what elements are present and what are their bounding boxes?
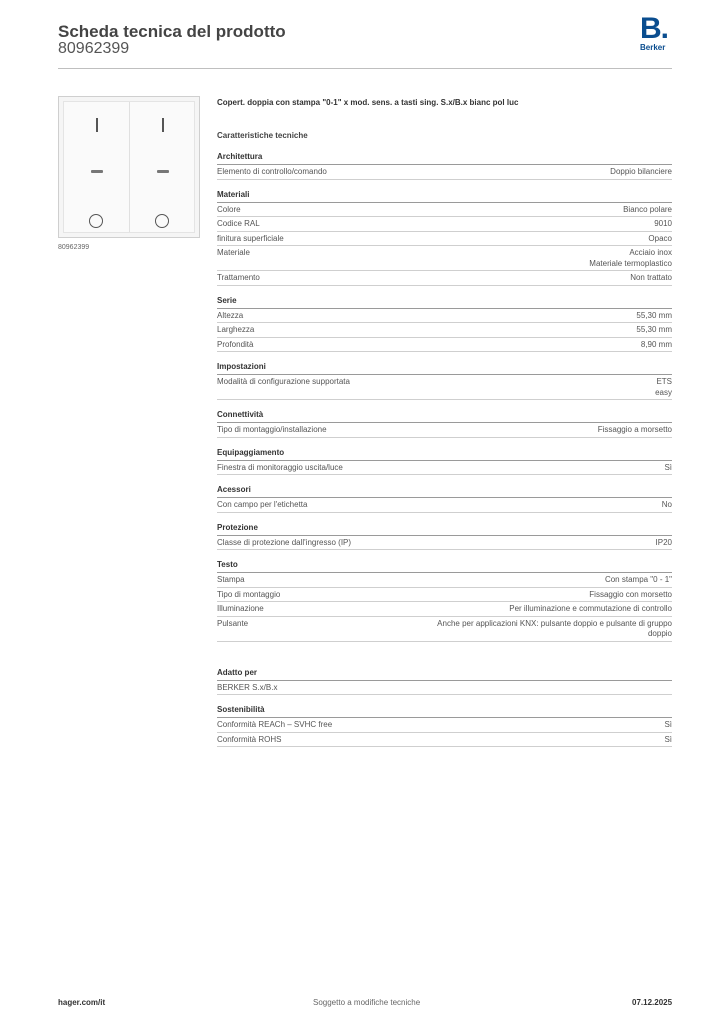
spec-row xyxy=(217,718,672,733)
zero-symbol-icon xyxy=(155,214,169,228)
spec-value: Non trattato xyxy=(630,273,672,282)
spec-label: Finestra di monitoraggio uscita/luce xyxy=(217,462,343,472)
spec-value: Sì xyxy=(664,734,672,744)
spec-label: Materiale xyxy=(217,248,250,257)
product-number: 80962399 xyxy=(58,40,130,57)
spec-label: Classe di protezione dall'ingresso (IP) xyxy=(217,537,352,547)
footer-note: Soggetto a modifiche tecniche xyxy=(313,998,421,1007)
spec-row xyxy=(217,375,672,400)
page-title: Scheda tecnica del prodotto xyxy=(58,22,286,41)
spec-row xyxy=(217,338,672,353)
section-title: Sostenibilità xyxy=(217,705,672,718)
section-materiali xyxy=(217,190,672,286)
specs-heading: Caratteristiche tecniche xyxy=(217,131,308,140)
section-title: Testo xyxy=(217,560,672,573)
spec-label: Elemento di controllo/comando xyxy=(217,167,327,176)
section-acessori xyxy=(217,485,672,513)
section-impostazioni xyxy=(217,362,672,400)
section-title: Acessori xyxy=(217,485,672,498)
logo-mark: B. xyxy=(640,12,668,45)
product-image xyxy=(58,96,200,238)
spec-label: Codice RAL xyxy=(217,219,260,228)
logo-text: Berker xyxy=(640,43,666,52)
spec-label: finitura superficiale xyxy=(217,233,284,243)
section-title: Equipaggiamento xyxy=(217,448,672,461)
section-equipaggiamento xyxy=(217,448,672,476)
spec-value xyxy=(655,377,672,398)
section-architettura xyxy=(217,152,672,180)
product-description: Copert. doppia con stampa "0-1" x mod. sens. a tasti sing. S.x/B.x bianc pol luc xyxy=(217,98,519,107)
section-adatto-per xyxy=(217,668,672,696)
spec-row xyxy=(217,733,672,748)
spec-value: 8,90 mm xyxy=(640,339,672,349)
spec-label: Colore xyxy=(217,204,241,214)
section-title: Connettività xyxy=(217,410,672,423)
spec-row xyxy=(217,309,672,324)
spec-value: Sì xyxy=(664,462,672,472)
spec-label: BERKER S.x/B.x xyxy=(217,682,278,692)
spec-row xyxy=(217,588,672,603)
spec-label: Tipo di montaggio/installazione xyxy=(217,425,327,434)
spec-row xyxy=(217,271,672,286)
section-title: Protezione xyxy=(217,523,672,536)
spec-row xyxy=(217,617,672,642)
section-testo xyxy=(217,560,672,642)
spec-value: Per illuminazione e commutazione di controllo xyxy=(509,604,672,613)
spec-value: Fissaggio a morsetto xyxy=(597,425,672,434)
spec-row xyxy=(217,498,672,513)
spec-row xyxy=(217,461,672,476)
section-title: Serie xyxy=(217,296,672,309)
spec-value: 9010 xyxy=(654,219,672,228)
spec-value: 55,30 mm xyxy=(636,325,672,334)
section-protezione xyxy=(217,523,672,551)
spec-label: Con campo per l'etichetta xyxy=(217,500,308,509)
spec-label: Profondità xyxy=(217,339,254,349)
spec-row xyxy=(217,323,672,338)
led-window-icon xyxy=(91,170,103,173)
section-title: Architettura xyxy=(217,152,672,165)
footer-date: 07.12.2025 xyxy=(632,998,673,1007)
spec-row xyxy=(217,602,672,617)
spec-value-line: easy xyxy=(655,387,672,397)
spec-row xyxy=(217,232,672,247)
section-sostenibilita xyxy=(217,705,672,747)
spec-row xyxy=(217,246,672,271)
footer-website: hager.com/it xyxy=(58,998,106,1007)
spec-label: Tipo di montaggio xyxy=(217,589,281,599)
spec-row xyxy=(217,573,672,588)
spec-sheet xyxy=(217,96,672,747)
spec-value-line: Materiale termoplastico xyxy=(589,258,672,268)
spec-row xyxy=(217,203,672,218)
spec-value-line: ETS xyxy=(656,377,672,386)
spec-label: Conformità ROHS xyxy=(217,734,282,744)
header-divider xyxy=(58,68,672,69)
section-title: Adatto per xyxy=(217,668,672,681)
spec-value: Bianco polare xyxy=(623,204,672,214)
spec-label: Altezza xyxy=(217,310,244,320)
spec-row xyxy=(217,165,672,180)
spec-value xyxy=(589,248,672,269)
spec-value-line: doppio xyxy=(647,629,672,638)
led-window-icon xyxy=(157,170,169,173)
spec-value: No xyxy=(661,500,672,509)
spec-value: Fissaggio con morsetto xyxy=(589,589,672,599)
rocker-divider xyxy=(129,102,130,232)
section-serie xyxy=(217,296,672,353)
spec-row xyxy=(217,423,672,438)
image-caption: 80962399 xyxy=(58,244,90,251)
zero-symbol-icon xyxy=(89,214,103,228)
spec-value: Opaco xyxy=(648,233,672,243)
spec-value: Doppio bilanciere xyxy=(610,167,672,176)
spec-label: Modalità di configurazione supportata xyxy=(217,377,350,386)
spec-label: Pulsante xyxy=(217,618,249,628)
spec-row xyxy=(217,217,672,232)
berker-logo xyxy=(640,12,676,54)
spec-value xyxy=(437,619,672,640)
spec-row xyxy=(217,536,672,551)
spec-label: Trattamento xyxy=(217,273,260,282)
spec-label: Larghezza xyxy=(217,325,255,334)
spec-label: Stampa xyxy=(217,575,245,584)
switch-cover-plate xyxy=(63,101,195,233)
spec-row xyxy=(217,681,672,696)
spec-value-line: Acciaio inox xyxy=(629,248,672,257)
one-symbol-icon xyxy=(96,118,98,132)
section-title: Impostazioni xyxy=(217,362,672,375)
spec-value: Con stampa "0 - 1" xyxy=(604,575,672,584)
spec-label: Conformità REACh – SVHC free xyxy=(217,720,333,729)
spec-value: IP20 xyxy=(655,537,672,547)
spec-value: Sì xyxy=(664,720,672,729)
section-title: Materiali xyxy=(217,190,672,203)
one-symbol-icon xyxy=(162,118,164,132)
spec-value-line: Anche per applicazioni KNX: pulsante doppio e pulsante di gruppo xyxy=(437,618,672,628)
spec-value: 55,30 mm xyxy=(636,310,672,320)
section-connettivita xyxy=(217,410,672,438)
spec-label: Illuminazione xyxy=(217,604,264,613)
